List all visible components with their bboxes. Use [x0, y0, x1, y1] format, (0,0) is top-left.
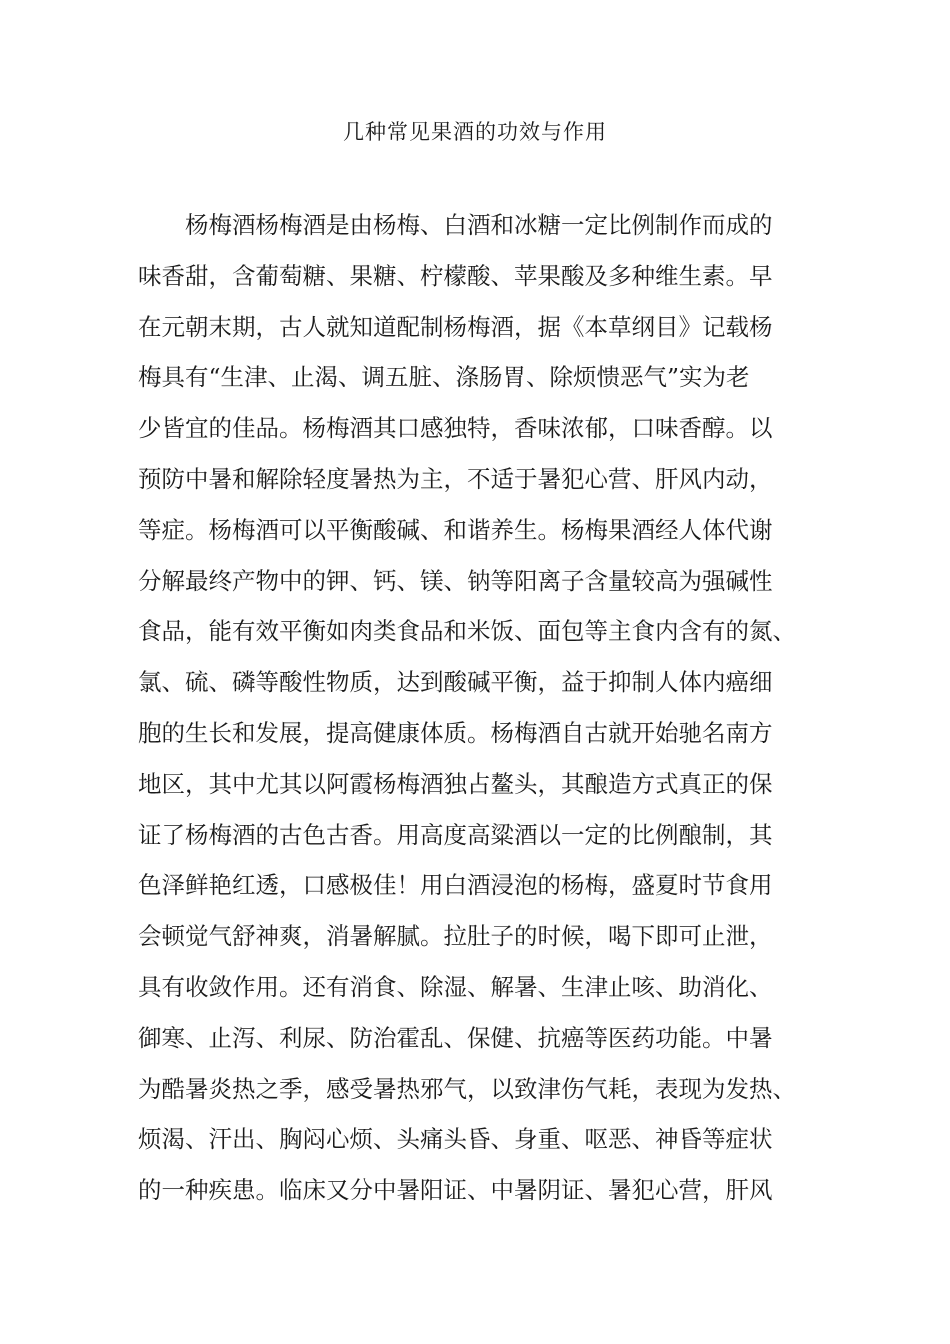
paragraph-line: 预防中暑和解除轻度暑热为主，不适于暑犯心营、肝风内动， — [138, 464, 773, 493]
paragraph-line: 氯、硫、磷等酸性物质，达到酸碱平衡，益于抑制人体内癌细 — [138, 668, 773, 697]
paragraph-line: 御寒、止泻、利尿、防治霍乱、保健、抗癌等医药功能。中暑 — [138, 1023, 773, 1052]
paragraph-line: 胞的生长和发展，提高健康体质。杨梅酒自古就开始驰名南方 — [138, 718, 773, 747]
paragraph-line: 地区，其中尤其以阿霞杨梅酒独占鳌头，其酿造方式真正的保 — [138, 769, 773, 798]
paragraph-line: 食品，能有效平衡如肉类食品和米饭、面包等主食内含有的氮、 — [138, 617, 796, 646]
paragraph-line: 分解最终产物中的钾、钙、镁、钠等阳离子含量较高为强碱性 — [138, 566, 773, 595]
paragraph-line: 烦渴、汗出、胸闷心烦、头痛头昏、身重、呕恶、神昏等症状 — [138, 1125, 773, 1154]
paragraph-line: 色泽鲜艳红透，口感极佳！用白酒浸泡的杨梅，盛夏时节食用 — [138, 871, 773, 900]
paragraph-line: 味香甜，含葡萄糖、果糖、柠檬酸、苹果酸及多种维生素。早 — [138, 261, 773, 290]
paragraph-line: 的一种疾患。临床又分中暑阳证、中暑阴证、暑犯心营，肝风 — [138, 1176, 773, 1205]
paragraph-line: 杨梅酒杨梅酒是由杨梅、白酒和冰糖一定比例制作而成的 — [185, 211, 773, 239]
paragraph-line: 会顿觉气舒神爽，消暑解腻。拉肚子的时候，喝下即可止泄， — [138, 922, 773, 951]
paragraph-line: 证了杨梅酒的古色古香。用高度高粱酒以一定的比例酿制，其 — [138, 820, 773, 849]
document-title: 几种常见果酒的功效与作用 — [343, 120, 607, 144]
paragraph-line: 等症。杨梅酒可以平衡酸碱、和谐养生。杨梅果酒经人体代谢 — [138, 515, 773, 544]
document-body — [138, 200, 828, 1216]
paragraph-line: 在元朝末期，古人就知道配制杨梅酒，据《本草纲目》记载杨 — [138, 312, 773, 341]
paragraph-line: 梅具有“生津、止渴、调五脏、涤肠胃、除烦愦恶气”实为老 — [138, 363, 750, 392]
paragraph-line: 少皆宜的佳品。杨梅酒其口感独特，香味浓郁，口味香醇。以 — [138, 414, 773, 443]
paragraph-line: 具有收敛作用。还有消食、除湿、解暑、生津止咳、助消化、 — [138, 972, 773, 1001]
paragraph-line: 为酷暑炎热之季，感受暑热邪气，以致津伤气耗，表现为发热、 — [138, 1074, 796, 1103]
